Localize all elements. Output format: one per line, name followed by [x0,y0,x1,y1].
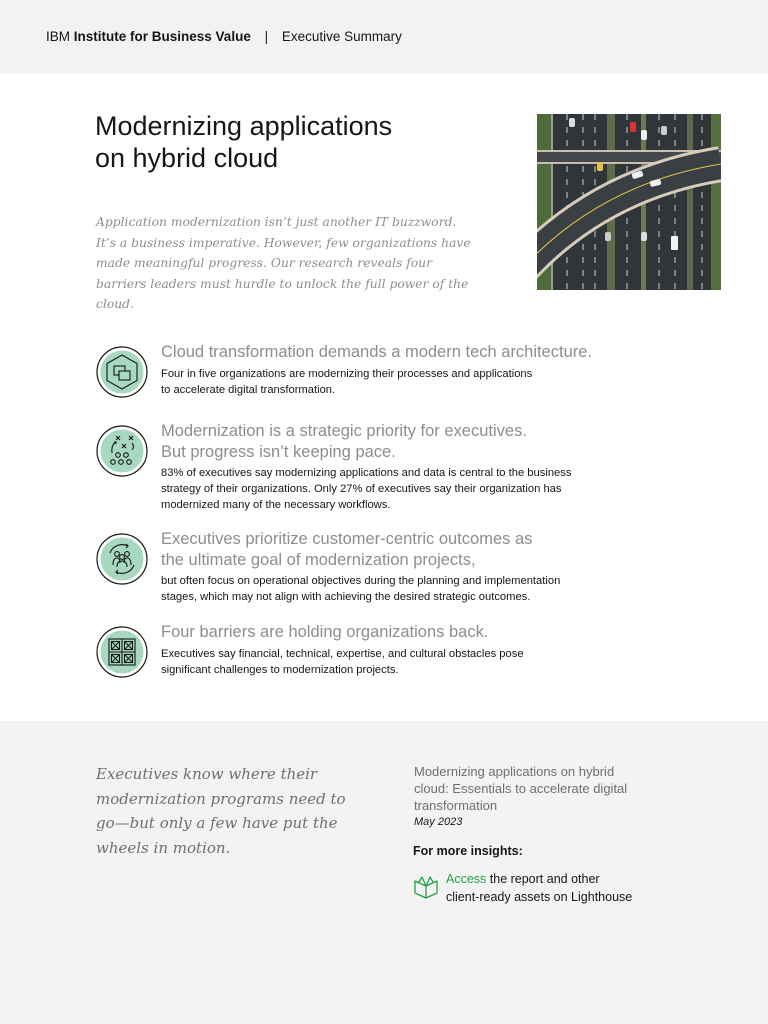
main-content [0,74,768,721]
brand-institute: Institute for Business Value [73,29,251,44]
access-report-text [446,871,676,906]
report-date: May 2023 [414,816,463,828]
layers-icon [96,346,148,398]
insights-label: For more insights: [413,844,523,858]
open-book-icon [413,875,439,899]
header-breadcrumb [46,29,402,44]
people-cycle-icon [96,533,148,585]
brand-ibm: IBM [46,29,71,44]
finding-body: but often focus on operational objectives during the planning and implementation stages, which may not align with achieving the desired strategic outcomes. [161,575,561,603]
finding-heading: Executives prioritize customer-centric outcomes as the ultimate goal of modernization projects, [161,530,533,569]
pull-quote: Executives know where their modernization programs need to go—but only a few have put the wheels in motion. [96,765,346,857]
page-title-line-1: Modernizing applications [95,111,393,141]
report-title: Modernizing applications on hybrid cloud: Essentials to accelerate digital transformation [414,764,628,813]
page-title [95,110,392,174]
header-section: Executive Summary [281,29,402,44]
finding-heading: Four barriers are holding organizations back. [161,623,489,641]
page-header [0,0,768,74]
access-text-2: client-ready assets on Lighthouse [446,889,633,904]
finding-heading: Cloud transformation demands a modern tech architecture. [161,343,593,361]
strategy-icon [96,425,148,477]
page-footer [0,721,768,1024]
barriers-grid-icon [96,626,148,678]
header-separator: | [264,29,269,44]
page-title-line-2: on hybrid cloud [95,143,279,173]
access-text-1: the report and other [486,872,600,886]
finding-body: Executives say financial, technical, expertise, and cultural obstacles pose significant challenges to modernization projects. [161,648,524,676]
intro-paragraph: Application modernization isn’t just another IT buzzword. It’s a business imperative. However, few organizations have made meaningful progress. Our research reveals four barriers leaders must hurdle to unlock the full power of the cloud. [96,215,471,311]
highway-interchange-image [537,114,721,290]
access-link[interactable]: Access [446,872,487,886]
finding-heading: Modernization is a strategic priority for executives. But progress isn’t keeping pace. [161,422,527,461]
finding-body: Four in five organizations are modernizing their processes and applications to accelerate digital transformation. [161,368,533,396]
finding-body: 83% of executives say modernizing applications and data is central to the business strategy of their organizations. Only 27% of executives say their organization has modernized many of the necessary workflows. [161,467,572,511]
